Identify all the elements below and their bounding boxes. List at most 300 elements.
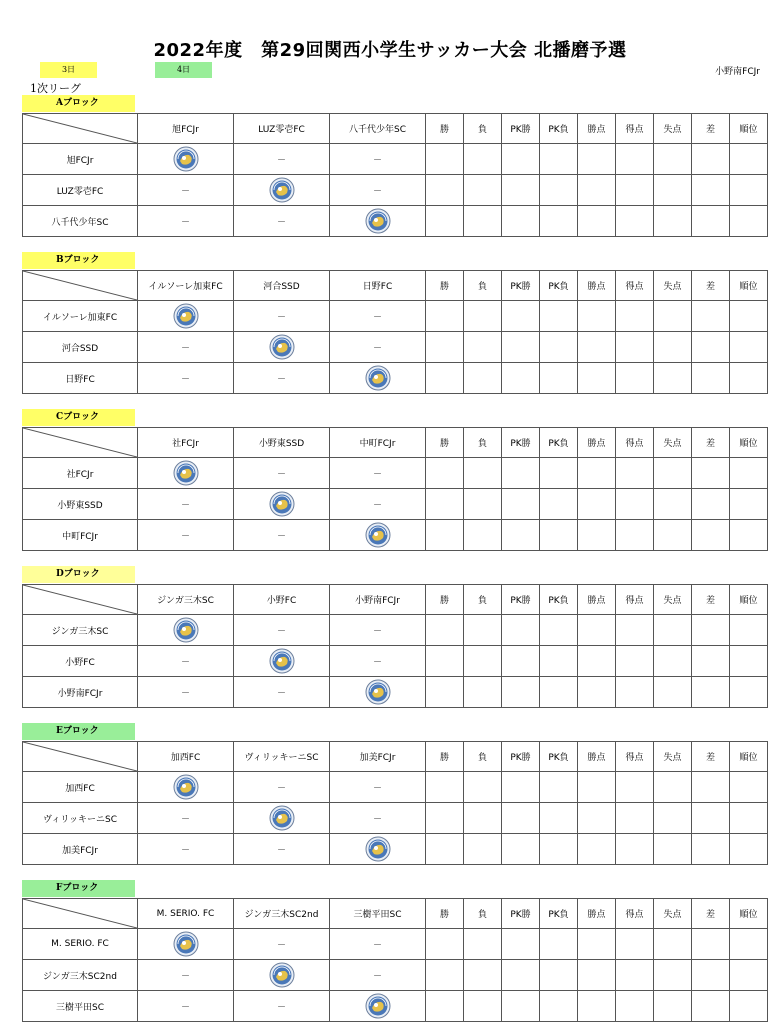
stat-cell [578,175,616,206]
stat-cell [578,301,616,332]
stat-cell [730,301,768,332]
stat-cell [730,144,768,175]
stat-cell [502,772,540,803]
team-emblem-icon [365,993,391,1019]
corner-cell [23,271,138,301]
page-title: 2022年度 第29回関西小学生サッカー大会 北播磨予選 [153,40,627,61]
column-team-header: 河合SSD [234,271,330,301]
self-match-cell [234,332,330,363]
stat-cell [730,458,768,489]
stat-cell [540,960,578,991]
stat-header: 差 [692,114,730,144]
stat-cell [426,929,464,960]
column-team-header: ジンガ三木SC [138,585,234,615]
corner-cell [23,742,138,772]
stat-header: 負 [464,899,502,929]
stat-header: 得点 [616,114,654,144]
match-result-cell: － [138,677,234,708]
stat-cell [502,175,540,206]
row-team-name: 中町FCJr [23,520,138,551]
stat-cell [426,175,464,206]
stat-cell [730,615,768,646]
stat-header: PK負 [540,585,578,615]
match-result-cell: － [330,646,426,677]
row-team-name: M. SERIO. FC [23,929,138,960]
self-match-cell [330,363,426,394]
block-table [22,584,768,708]
row-team-name: ヴィリッキーニSC [23,803,138,834]
stat-header: 得点 [616,271,654,301]
column-team-header: 小野東SSD [234,428,330,458]
match-result-cell: － [138,332,234,363]
stat-cell [578,803,616,834]
stat-cell [540,332,578,363]
team-emblem-icon [173,931,199,957]
stat-header: PK勝 [502,899,540,929]
column-team-header: M. SERIO. FC [138,899,234,929]
table-row [23,772,768,803]
stat-cell [540,991,578,1022]
organizer-label: 小野南FCJr [715,67,760,77]
row-team-name: 日野FC [23,363,138,394]
stat-header: 負 [464,428,502,458]
stat-cell [540,834,578,865]
team-emblem-icon [173,146,199,172]
stat-cell [464,803,502,834]
day-tag-4: 4日 [155,62,212,78]
stat-header: 失点 [654,899,692,929]
stat-cell [616,615,654,646]
stat-cell [502,834,540,865]
stat-cell [464,144,502,175]
stat-cell [654,646,692,677]
stat-cell [540,175,578,206]
stat-cell [540,772,578,803]
stat-cell [464,363,502,394]
match-result-cell: － [138,206,234,237]
match-result-cell: － [234,363,330,394]
stat-cell [502,646,540,677]
stat-cell [730,991,768,1022]
stat-cell [464,615,502,646]
column-team-header: 加西FC [138,742,234,772]
stat-cell [730,677,768,708]
stat-cell [426,803,464,834]
stat-cell [464,301,502,332]
stat-cell [426,615,464,646]
team-emblem-icon [269,962,295,988]
match-result-cell: － [138,175,234,206]
stat-cell [540,803,578,834]
stat-cell [616,363,654,394]
table-row [23,520,768,551]
stat-cell [654,803,692,834]
stat-cell [578,615,616,646]
stat-cell [692,144,730,175]
stat-header: 順位 [730,585,768,615]
stat-header: 負 [464,271,502,301]
self-match-cell [330,834,426,865]
column-team-header: 中町FCJr [330,428,426,458]
column-team-header: 小野南FCJr [330,585,426,615]
stat-header: 勝点 [578,742,616,772]
block-label: Fブロック [22,880,135,897]
stat-cell [464,834,502,865]
row-team-name: 加西FC [23,772,138,803]
stat-header: 順位 [730,742,768,772]
self-match-cell [330,991,426,1022]
stat-header: 差 [692,428,730,458]
stat-header: 失点 [654,742,692,772]
row-team-name: 社FCJr [23,458,138,489]
stat-cell [616,803,654,834]
stat-cell [616,489,654,520]
stat-header: PK負 [540,114,578,144]
stat-cell [654,834,692,865]
stat-cell [578,332,616,363]
stat-cell [502,960,540,991]
stat-cell [730,489,768,520]
stat-cell [654,929,692,960]
table-row [23,646,768,677]
stat-cell [578,772,616,803]
stat-cell [730,332,768,363]
match-result-cell: － [330,489,426,520]
stat-cell [654,960,692,991]
stat-header: 勝点 [578,114,616,144]
stat-cell [464,489,502,520]
stat-cell [616,834,654,865]
stat-cell [692,458,730,489]
corner-cell [23,899,138,929]
match-result-cell: － [138,646,234,677]
stat-cell [654,489,692,520]
corner-cell [23,585,138,615]
stat-cell [426,301,464,332]
column-team-header: 加美FCJr [330,742,426,772]
match-result-cell: － [330,458,426,489]
stat-cell [692,646,730,677]
match-result-cell: － [234,206,330,237]
stat-cell [540,301,578,332]
stat-cell [578,206,616,237]
table-row [23,206,768,237]
stat-cell [578,363,616,394]
table-row [23,144,768,175]
stat-cell [578,960,616,991]
stat-cell [464,175,502,206]
column-team-header: 八千代少年SC [330,114,426,144]
team-emblem-icon [269,491,295,517]
stat-cell [502,332,540,363]
stat-cell [464,458,502,489]
stat-header: PK勝 [502,271,540,301]
column-team-header: 日野FC [330,271,426,301]
stat-header: 順位 [730,114,768,144]
stat-cell [540,646,578,677]
stat-cell [540,677,578,708]
table-row [23,803,768,834]
stat-cell [426,646,464,677]
self-match-cell [330,520,426,551]
team-emblem-icon [173,617,199,643]
self-match-cell [138,458,234,489]
stat-cell [464,206,502,237]
row-team-name: 小野東SSD [23,489,138,520]
corner-cell [23,428,138,458]
stat-cell [426,520,464,551]
match-result-cell: － [234,991,330,1022]
team-emblem-icon [173,303,199,329]
self-match-cell [138,301,234,332]
stat-cell [578,991,616,1022]
team-emblem-icon [365,522,391,548]
table-row [23,960,768,991]
team-emblem-icon [269,805,295,831]
stat-cell [426,772,464,803]
team-emblem-icon [365,836,391,862]
stat-cell [616,206,654,237]
stat-cell [464,960,502,991]
stat-cell [578,144,616,175]
stat-cell [540,206,578,237]
stat-cell [616,929,654,960]
stat-cell [502,363,540,394]
row-team-name: 小野FC [23,646,138,677]
stat-cell [578,834,616,865]
stat-cell [540,929,578,960]
stat-cell [616,960,654,991]
stat-cell [692,991,730,1022]
column-team-header: 旭FCJr [138,114,234,144]
column-team-header: LUZ零壱FC [234,114,330,144]
self-match-cell [138,615,234,646]
stat-cell [502,991,540,1022]
table-row [23,363,768,394]
stat-cell [464,677,502,708]
stat-cell [654,615,692,646]
block-label: Cブロック [22,409,135,426]
stat-cell [502,615,540,646]
self-match-cell [234,489,330,520]
self-match-cell [138,772,234,803]
team-emblem-icon [365,679,391,705]
stat-header: 差 [692,899,730,929]
stat-cell [730,520,768,551]
stat-header: PK負 [540,742,578,772]
block-label: Bブロック [22,252,135,269]
stat-cell [730,206,768,237]
table-row [23,834,768,865]
stat-header: 失点 [654,271,692,301]
stat-cell [578,929,616,960]
stat-cell [540,363,578,394]
stat-cell [464,520,502,551]
block-table [22,113,768,237]
stat-cell [730,646,768,677]
row-team-name: ジンガ三木SC [23,615,138,646]
column-team-header: 小野FC [234,585,330,615]
stat-cell [692,929,730,960]
row-team-name: LUZ零壱FC [23,175,138,206]
match-result-cell: － [330,144,426,175]
stat-cell [730,960,768,991]
block-label: Eブロック [22,723,135,740]
stat-cell [654,206,692,237]
stat-cell [654,332,692,363]
column-team-header: 社FCJr [138,428,234,458]
stat-header: 失点 [654,114,692,144]
stat-cell [616,520,654,551]
column-team-header: ヴィリッキーニSC [234,742,330,772]
stat-cell [578,489,616,520]
stat-cell [616,332,654,363]
stat-cell [654,144,692,175]
stat-cell [730,803,768,834]
stat-header: 勝点 [578,585,616,615]
row-team-name: 旭FCJr [23,144,138,175]
team-emblem-icon [269,334,295,360]
table-row [23,175,768,206]
stat-header: 勝点 [578,271,616,301]
table-row [23,991,768,1022]
column-team-header: 三樹平田SC [330,899,426,929]
stat-cell [692,489,730,520]
stat-header: PK勝 [502,428,540,458]
stat-cell [578,646,616,677]
stat-cell [502,677,540,708]
stat-cell [426,489,464,520]
stat-cell [692,772,730,803]
block-table [22,270,768,394]
stat-cell [654,991,692,1022]
stat-cell [616,772,654,803]
match-result-cell: － [138,489,234,520]
stat-cell [616,677,654,708]
stat-cell [464,646,502,677]
stat-cell [540,489,578,520]
stat-cell [692,332,730,363]
stat-header: 勝 [426,428,464,458]
match-result-cell: － [330,615,426,646]
match-result-cell: － [234,834,330,865]
stat-cell [502,458,540,489]
match-result-cell: － [234,615,330,646]
stat-cell [502,489,540,520]
block-table [22,427,768,551]
block-label: Dブロック [22,566,135,583]
column-team-header: イルソーレ加東FC [138,271,234,301]
stat-cell [578,458,616,489]
stat-cell [426,458,464,489]
stat-header: 失点 [654,585,692,615]
stat-cell [616,175,654,206]
match-result-cell: － [138,834,234,865]
table-row [23,677,768,708]
stat-cell [692,363,730,394]
team-emblem-icon [173,774,199,800]
self-match-cell [330,677,426,708]
stat-cell [616,144,654,175]
stat-cell [426,332,464,363]
stat-cell [730,929,768,960]
stat-cell [426,834,464,865]
stat-header: 差 [692,742,730,772]
stat-header: PK勝 [502,585,540,615]
match-result-cell: － [330,803,426,834]
stat-header: 勝 [426,585,464,615]
column-team-header: ジンガ三木SC2nd [234,899,330,929]
stat-header: 負 [464,742,502,772]
stat-cell [464,991,502,1022]
stat-header: 勝 [426,899,464,929]
match-result-cell: － [330,960,426,991]
table-row [23,458,768,489]
stat-cell [730,772,768,803]
match-result-cell: － [138,803,234,834]
match-result-cell: － [234,301,330,332]
stat-cell [730,175,768,206]
stat-header: 勝 [426,271,464,301]
stat-cell [730,363,768,394]
row-team-name: 加美FCJr [23,834,138,865]
stat-cell [616,301,654,332]
stat-header: PK勝 [502,114,540,144]
match-result-cell: － [138,520,234,551]
team-emblem-icon [269,648,295,674]
stat-cell [654,301,692,332]
stat-cell [692,520,730,551]
table-row [23,615,768,646]
stat-header: 差 [692,585,730,615]
stat-cell [540,615,578,646]
team-emblem-icon [269,177,295,203]
block-table [22,741,768,865]
stat-header: 得点 [616,585,654,615]
match-result-cell: － [234,458,330,489]
stat-header: 順位 [730,428,768,458]
stat-cell [426,363,464,394]
table-row [23,929,768,960]
match-result-cell: － [234,772,330,803]
stat-header: PK勝 [502,742,540,772]
row-team-name: ジンガ三木SC2nd [23,960,138,991]
stat-cell [654,175,692,206]
self-match-cell [138,144,234,175]
stat-cell [692,175,730,206]
stat-header: 負 [464,585,502,615]
row-team-name: 八千代少年SC [23,206,138,237]
match-result-cell: － [234,520,330,551]
stat-cell [426,144,464,175]
stat-header: 得点 [616,742,654,772]
stat-cell [692,301,730,332]
stat-cell [540,458,578,489]
stat-cell [692,960,730,991]
stat-cell [540,144,578,175]
stat-header: 勝 [426,742,464,772]
row-team-name: 河合SSD [23,332,138,363]
stat-cell [578,677,616,708]
stat-cell [502,929,540,960]
league-label: 1次リーグ [30,82,81,95]
stat-cell [578,520,616,551]
self-match-cell [330,206,426,237]
stat-cell [654,772,692,803]
stat-cell [502,206,540,237]
stat-header: 勝点 [578,899,616,929]
self-match-cell [234,803,330,834]
